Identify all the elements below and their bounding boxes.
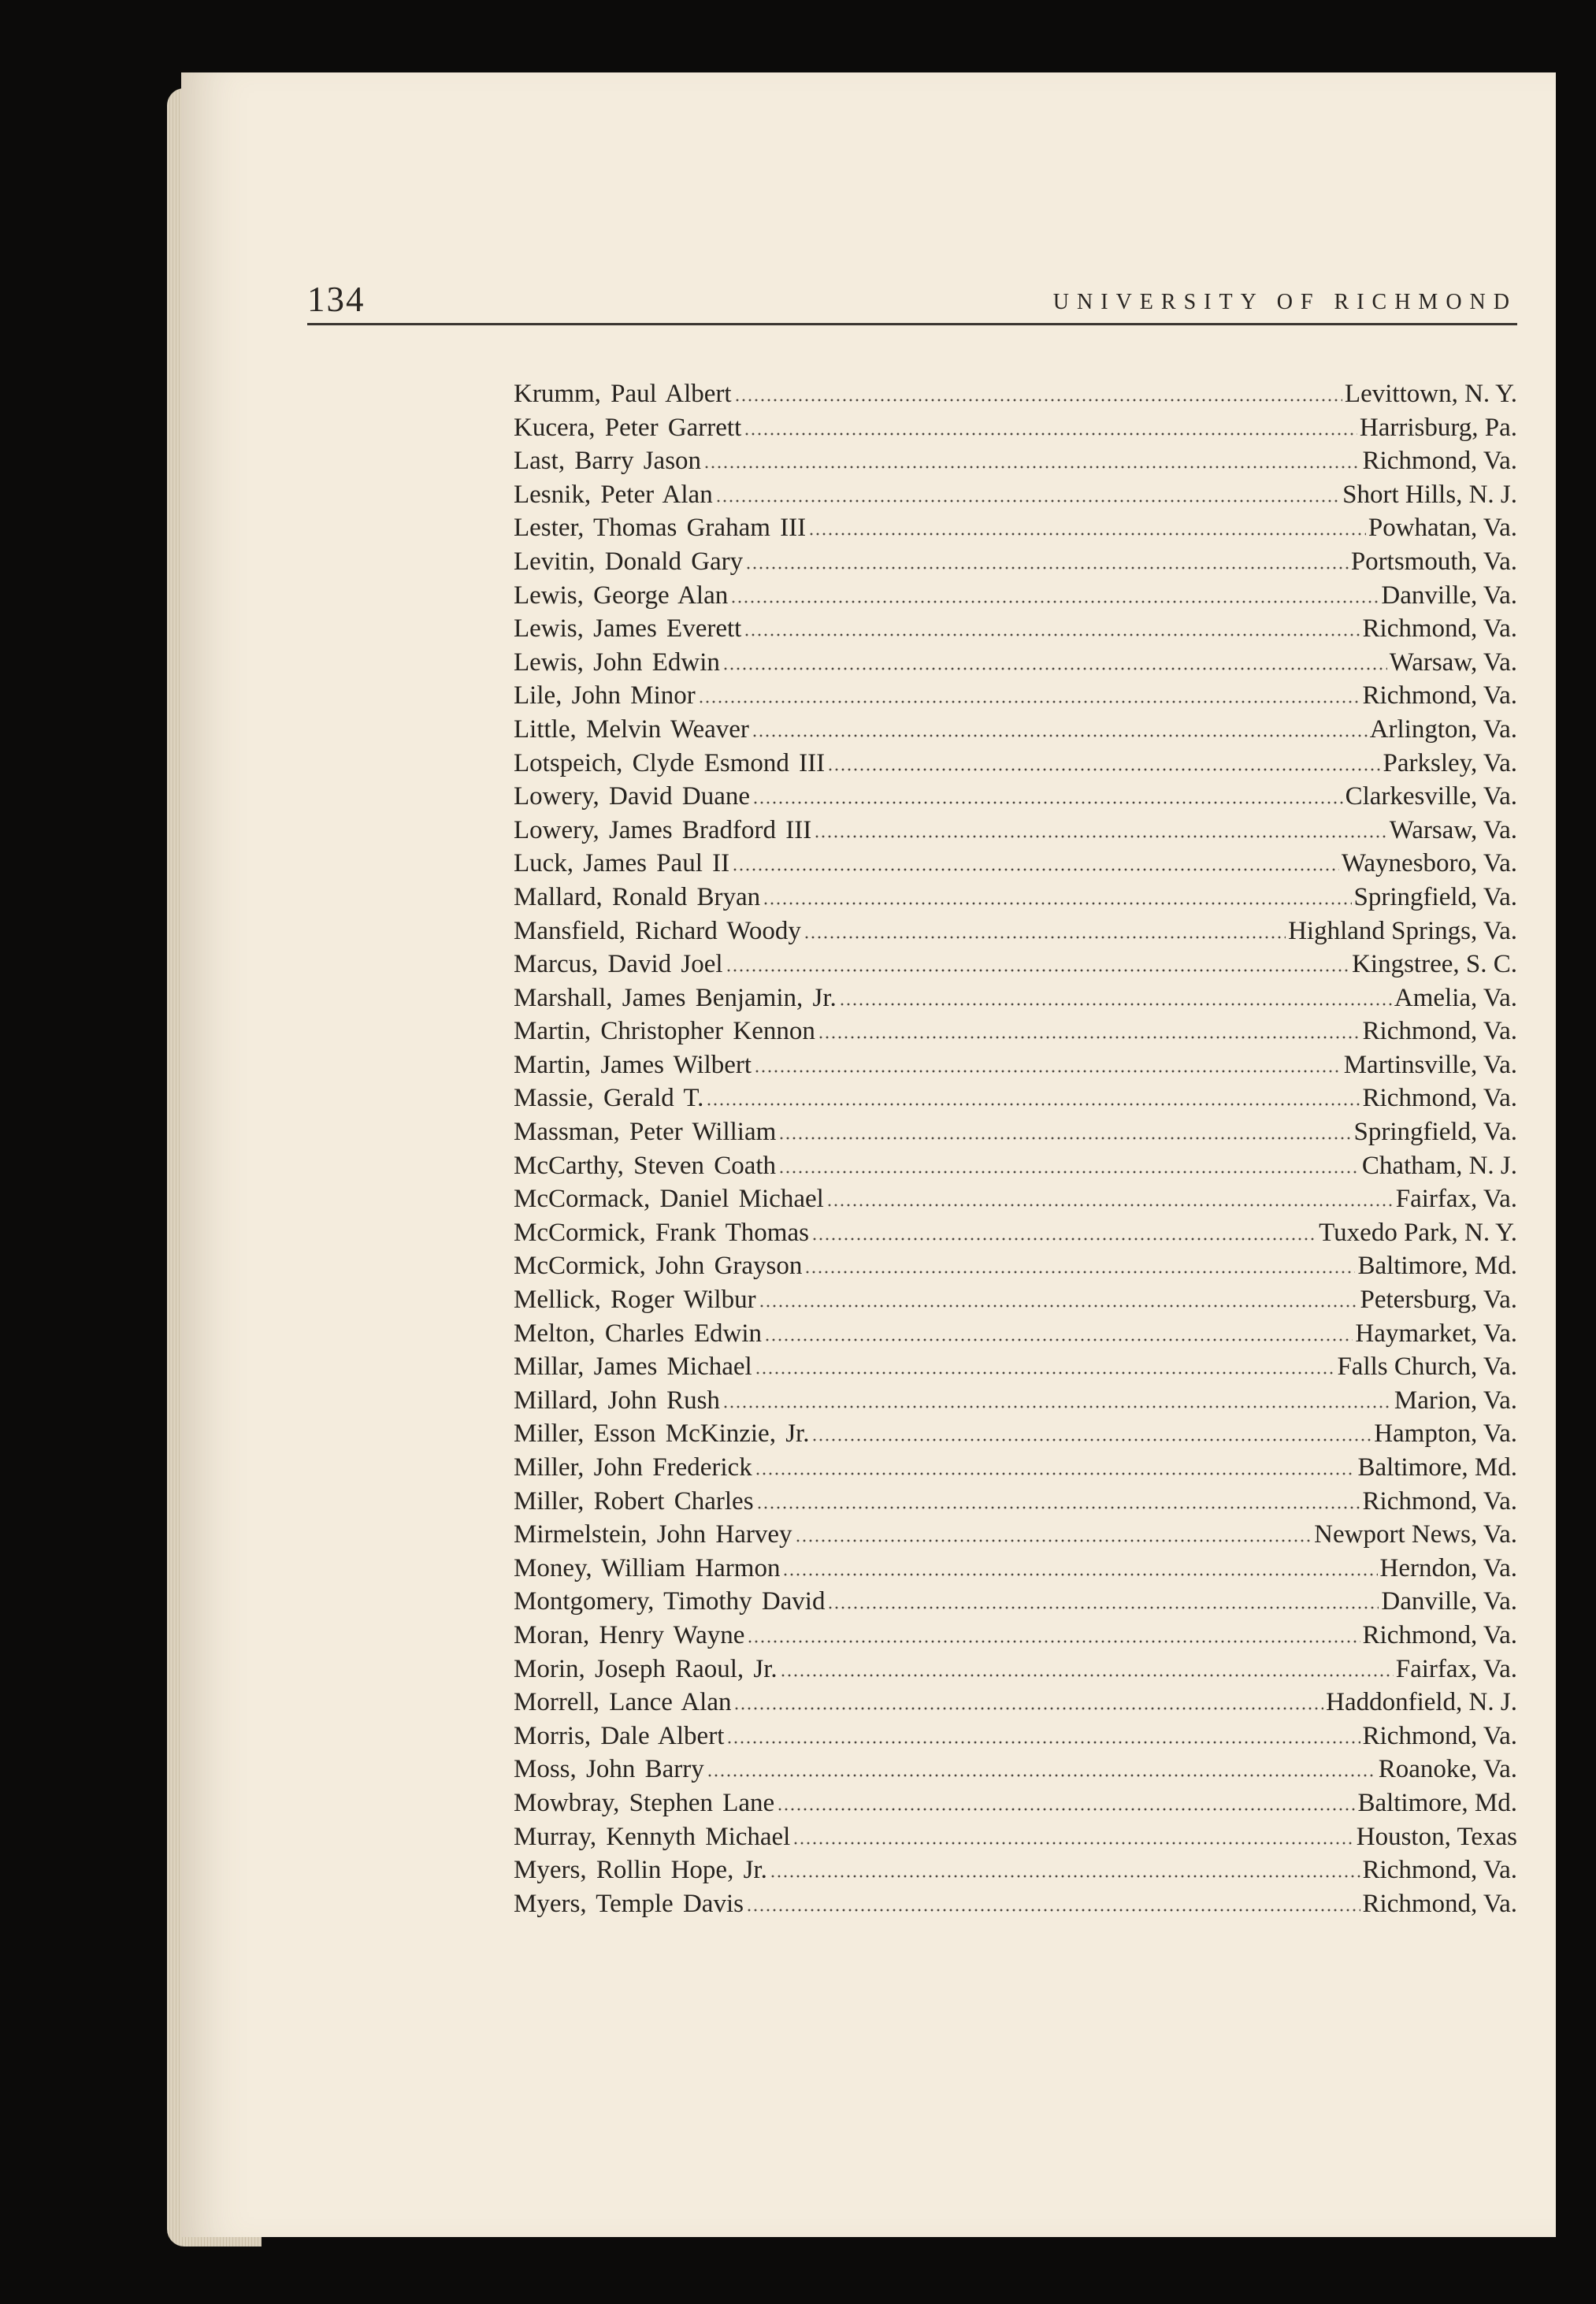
student-name: Morris, Dale Albert xyxy=(514,1721,725,1750)
running-head xyxy=(307,268,1517,325)
student-name: McCarthy, Steven Coath xyxy=(514,1151,777,1180)
directory-entry xyxy=(514,1487,1517,1521)
student-name: Millar, James Michael xyxy=(514,1352,752,1382)
student-name: Lotspeich, Clyde Esmond III xyxy=(514,748,826,777)
student-name: McCormack, Daniel Michael xyxy=(514,1185,824,1214)
directory-entry xyxy=(514,1185,1517,1219)
dot-leader xyxy=(818,1036,1360,1039)
student-name: Marcus, David Joel xyxy=(514,950,723,979)
directory-entry xyxy=(514,749,1517,783)
student-name: Lewis, George Alan xyxy=(514,581,729,610)
directory-entry xyxy=(514,1453,1517,1487)
hometown: Fairfax, Va. xyxy=(1395,1185,1517,1214)
hometown: Powhatan, Va. xyxy=(1368,514,1517,543)
hometown: Houston, Texas xyxy=(1356,1822,1517,1851)
student-name: Moran, Henry Wayne xyxy=(514,1620,745,1649)
dot-leader xyxy=(827,768,1380,771)
student-name: Montgomery, Timothy David xyxy=(514,1587,826,1616)
dot-leader xyxy=(759,1304,1358,1308)
directory-entry xyxy=(514,1352,1517,1386)
directory-entry xyxy=(514,1051,1517,1085)
student-name: Lewis, John Edwin xyxy=(514,647,720,677)
hometown: Haymarket, Va. xyxy=(1355,1319,1517,1348)
student-name: Lile, John Minor xyxy=(514,681,696,710)
hometown: Petersburg, Va. xyxy=(1360,1286,1517,1315)
student-name: Martin, James Wilbert xyxy=(514,1050,752,1079)
dot-leader xyxy=(722,1405,1392,1408)
student-name: Moss, John Barry xyxy=(514,1755,704,1784)
directory-entry xyxy=(514,581,1517,615)
directory-entry xyxy=(514,1587,1517,1621)
directory-entry xyxy=(514,547,1517,581)
dot-leader xyxy=(754,1070,1342,1073)
student-name: Little, Melvin Weaver xyxy=(514,714,749,744)
dot-leader xyxy=(770,1875,1360,1878)
student-name: Levitin, Donald Gary xyxy=(514,547,744,576)
hometown: Richmond, Va. xyxy=(1362,681,1517,710)
dot-leader xyxy=(744,432,1357,436)
dot-leader xyxy=(814,835,1386,838)
student-name: Lester, Thomas Graham III xyxy=(514,514,807,543)
directory-entry xyxy=(514,1419,1517,1453)
directory-entry xyxy=(514,514,1517,547)
directory-entry xyxy=(514,1252,1517,1286)
dot-leader xyxy=(722,667,1387,670)
directory-entry xyxy=(514,782,1517,816)
directory-entry xyxy=(514,950,1517,984)
hometown: Harrisburg, Pa. xyxy=(1359,413,1517,442)
hometown: Martinsville, Va. xyxy=(1343,1050,1517,1079)
hometown: Richmond, Va. xyxy=(1362,1486,1517,1516)
hometown: Danville, Va. xyxy=(1381,581,1517,610)
dot-leader xyxy=(826,1204,1394,1207)
directory-entry xyxy=(514,1319,1517,1353)
directory-entry xyxy=(514,715,1517,749)
directory-entry xyxy=(514,1789,1517,1823)
directory-entry xyxy=(514,1152,1517,1185)
dot-leader xyxy=(715,499,1340,503)
hometown: Warsaw, Va. xyxy=(1389,815,1517,844)
directory-entry xyxy=(514,1520,1517,1554)
directory-entry xyxy=(514,1621,1517,1655)
directory-entry xyxy=(514,681,1517,715)
student-name: Mansfield, Richard Woody xyxy=(514,916,801,945)
student-name: Morrell, Lance Alan xyxy=(514,1688,732,1717)
student-directory-list xyxy=(514,380,1517,1923)
directory-entry xyxy=(514,1386,1517,1420)
dot-leader xyxy=(756,1506,1360,1509)
hometown: Hampton, Va. xyxy=(1374,1419,1517,1449)
directory-entry xyxy=(514,1286,1517,1319)
dot-leader xyxy=(795,1539,1312,1542)
student-name: Mowbray, Stephen Lane xyxy=(514,1788,775,1817)
dot-leader xyxy=(746,1909,1360,1912)
dot-leader xyxy=(752,734,1368,737)
hometown: Falls Church, Va. xyxy=(1337,1352,1517,1382)
hometown: Chatham, N. J. xyxy=(1361,1151,1517,1180)
hometown: Springfield, Va. xyxy=(1353,882,1517,911)
student-name: Melton, Charles Edwin xyxy=(514,1319,763,1348)
hometown: Warsaw, Va. xyxy=(1389,647,1517,677)
directory-entry xyxy=(514,1823,1517,1857)
student-name: Money, William Harmon xyxy=(514,1553,781,1582)
dot-leader xyxy=(755,1371,1335,1375)
hometown: Waynesboro, Va. xyxy=(1341,849,1517,878)
directory-entry xyxy=(514,447,1517,480)
hometown: Richmond, Va. xyxy=(1362,614,1517,644)
dot-leader xyxy=(811,1438,1371,1441)
student-name: Myers, Temple Davis xyxy=(514,1889,744,1918)
hometown: Richmond, Va. xyxy=(1362,1889,1517,1918)
student-name: McCormick, Frank Thomas xyxy=(514,1218,809,1247)
directory-entry xyxy=(514,1017,1517,1051)
dot-leader xyxy=(804,936,1286,939)
student-name: Luck, James Paul II xyxy=(514,849,730,878)
student-name: Massie, Gerald T. xyxy=(514,1084,704,1113)
hometown: Amelia, Va. xyxy=(1394,983,1517,1012)
hometown: Kingstree, S. C. xyxy=(1352,950,1517,979)
dot-leader xyxy=(763,902,1351,905)
dot-leader xyxy=(804,1271,1355,1274)
hometown: Herndon, Va. xyxy=(1379,1553,1517,1582)
directory-entry xyxy=(514,1084,1517,1118)
dot-leader xyxy=(778,1137,1351,1140)
hometown: Danville, Va. xyxy=(1381,1587,1517,1616)
directory-entry xyxy=(514,380,1517,414)
student-name: Mallard, Ronald Bryan xyxy=(514,882,761,911)
directory-entry xyxy=(514,1722,1517,1756)
directory-entry xyxy=(514,648,1517,682)
directory-entry xyxy=(514,1554,1517,1588)
directory-entry xyxy=(514,1118,1517,1152)
dot-leader xyxy=(703,466,1360,469)
student-name: Morin, Joseph Raoul, Jr. xyxy=(514,1654,778,1683)
hometown: Richmond, Va. xyxy=(1362,1620,1517,1649)
directory-entry xyxy=(514,1688,1517,1722)
dot-leader xyxy=(726,1741,1360,1744)
hometown: Haddonfield, N. J. xyxy=(1326,1688,1517,1717)
hometown: Baltimore, Md. xyxy=(1357,1788,1517,1817)
student-name: Millard, John Rush xyxy=(514,1386,720,1415)
student-name: Mellick, Roger Wilbur xyxy=(514,1286,756,1315)
student-name: Murray, Kennyth Michael xyxy=(514,1822,791,1851)
directory-entry xyxy=(514,816,1517,850)
student-name: Kucera, Peter Garrett xyxy=(514,413,742,442)
dot-leader xyxy=(839,1003,1392,1006)
dot-leader xyxy=(827,1606,1379,1609)
directory-entry xyxy=(514,614,1517,648)
directory-entry xyxy=(514,1856,1517,1890)
dot-leader xyxy=(792,1842,1353,1845)
hometown: Arlington, Va. xyxy=(1369,714,1517,744)
dot-leader xyxy=(780,1674,1394,1677)
student-name: Krumm, Paul Albert xyxy=(514,380,732,408)
hometown: Parksley, Va. xyxy=(1383,748,1517,777)
dot-leader xyxy=(778,1171,1360,1174)
dot-leader xyxy=(732,868,1339,871)
student-name: Miller, John Frederick xyxy=(514,1453,752,1482)
directory-entry xyxy=(514,1655,1517,1689)
hometown: Tuxedo Park, N. Y. xyxy=(1319,1218,1517,1247)
directory-entry xyxy=(514,480,1517,514)
directory-entry xyxy=(514,883,1517,917)
hometown: Marion, Va. xyxy=(1394,1386,1517,1415)
dot-leader xyxy=(755,1472,1356,1475)
student-name: Lesnik, Peter Alan xyxy=(514,480,713,509)
hometown: Fairfax, Va. xyxy=(1395,1654,1517,1683)
student-name: Massman, Peter William xyxy=(514,1118,777,1147)
directory-entry xyxy=(514,917,1517,951)
dot-leader xyxy=(707,1774,1376,1777)
hometown: Richmond, Va. xyxy=(1362,1017,1517,1046)
dot-leader xyxy=(726,969,1350,972)
dot-leader xyxy=(733,1707,1323,1710)
directory-entry xyxy=(514,1890,1517,1924)
dot-leader xyxy=(747,1640,1360,1643)
student-name: Lowery, James Bradford III xyxy=(514,815,812,844)
student-name: Miller, Robert Charles xyxy=(514,1486,754,1516)
student-name: Last, Barry Jason xyxy=(514,447,702,476)
dot-leader xyxy=(811,1237,1316,1241)
directory-entry xyxy=(514,414,1517,447)
dot-leader xyxy=(777,1808,1355,1811)
dot-leader xyxy=(782,1573,1377,1576)
student-name: Marshall, James Benjamin, Jr. xyxy=(514,983,837,1012)
hometown: Richmond, Va. xyxy=(1362,1721,1517,1750)
directory-entry xyxy=(514,849,1517,883)
page-number: 134 xyxy=(307,280,366,319)
dot-leader xyxy=(752,801,1343,804)
dot-leader xyxy=(745,566,1349,570)
hometown: Short Hills, N. J. xyxy=(1342,480,1517,509)
hometown: Highland Springs, Va. xyxy=(1288,916,1517,945)
student-name: McCormick, John Grayson xyxy=(514,1252,803,1281)
hometown: Roanoke, Va. xyxy=(1378,1755,1517,1784)
student-name: Mirmelstein, John Harvey xyxy=(514,1520,792,1549)
dot-leader xyxy=(706,1103,1360,1106)
hometown: Clarkesville, Va. xyxy=(1345,782,1517,811)
hometown: Richmond, Va. xyxy=(1362,447,1517,476)
student-name: Myers, Rollin Hope, Jr. xyxy=(514,1856,767,1885)
directory-entry xyxy=(514,1219,1517,1252)
hometown: Baltimore, Md. xyxy=(1357,1252,1517,1281)
dot-leader xyxy=(764,1338,1353,1341)
student-name: Martin, Christopher Kennon xyxy=(514,1017,815,1046)
directory-entry xyxy=(514,1755,1517,1789)
directory-entry xyxy=(514,984,1517,1018)
dot-leader xyxy=(808,532,1366,536)
student-name: Lowery, David Duane xyxy=(514,782,751,811)
hometown: Portsmouth, Va. xyxy=(1350,547,1517,576)
dot-leader xyxy=(698,700,1360,703)
hometown: Levittown, N. Y. xyxy=(1344,380,1517,408)
running-title: UNIVERSITY OF RICHMOND xyxy=(1052,290,1517,314)
dot-leader xyxy=(734,399,1342,402)
student-name: Lewis, James Everett xyxy=(514,614,742,644)
dot-leader xyxy=(730,600,1379,603)
hometown: Baltimore, Md. xyxy=(1357,1453,1517,1482)
hometown: Springfield, Va. xyxy=(1353,1118,1517,1147)
dot-leader xyxy=(744,633,1360,636)
hometown: Newport News, Va. xyxy=(1314,1520,1517,1549)
hometown: Richmond, Va. xyxy=(1362,1084,1517,1113)
hometown: Richmond, Va. xyxy=(1362,1856,1517,1885)
student-name: Miller, Esson McKinzie, Jr. xyxy=(514,1419,810,1449)
